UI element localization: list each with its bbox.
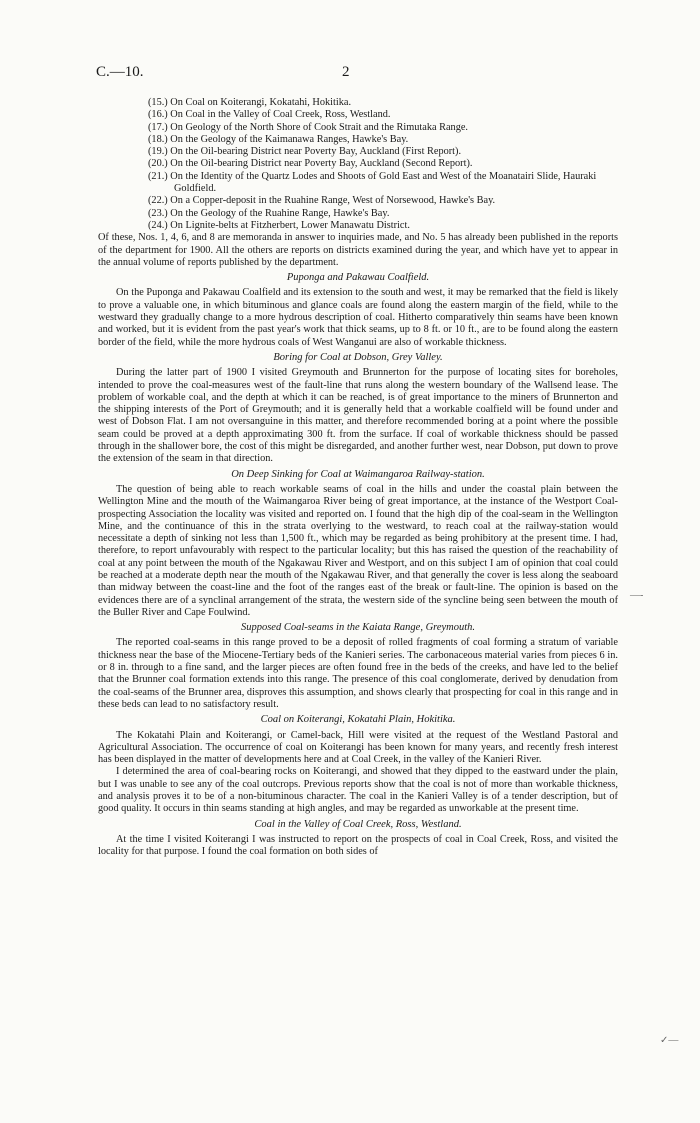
list-item: (23.) On the Geology of the Ruahine Range, Hawke's Bay. bbox=[148, 207, 390, 219]
margin-mark: ✓— bbox=[660, 1035, 679, 1046]
paragraph: On the Puponga and Pakawau Coalfield and its extension to the south and west, it may be remarked that the field is likely to prove a valuable one, in which bituminous and glance coals are found along the eastern margin of the field, while to the westward they gradually change to a more hydrous description of coal. Hitherto comparatively thin seams have been known and worked, but it is evident from the past year's work that thick seams, up to 8 ft. or 10 ft., are to be found along the eastern border of the field, while the more hydrous coals of West Wanganui are also of workable thickness. bbox=[98, 287, 618, 348]
section-heading: Coal on Koiterangi, Kokatahi Plain, Hokitika. bbox=[260, 714, 456, 726]
section-waimangaroa-sinking bbox=[98, 469, 618, 620]
list-item: (18.) On the Geology of the Kaimanawa Ranges, Hawke's Bay. bbox=[148, 133, 409, 145]
list-item: (24.) On Lignite-belts at Fitzherbert, Lower Manawatu District. bbox=[148, 219, 410, 231]
paragraph: The question of being able to reach workable seams of coal in the hills and under the coastal plain between the Wellington Mine and the mouth of the Waimangaroa River being of great importance, at the instance of the Westport Coal-prospecting Association the locality was visited and reported on. I found that the high dip of the coal-seam in the Wellington Mine, and the continuance of this in the strata overlying to the westward, to reach coal at the railway-station would necessitate a depth of sinking not less than 1,500 ft., which may be regarded as being prohibitory at the present time. I had, therefore, to report unfavourably with respect to the particular locality; but this has raised the question of the reachability of coal at any point between the mouth of the Ngakawau River and Westport, and on this subject I am of opinion that coal could be reached at a moderate depth near the mouth of the Ngakawau River, and that generally the cover is less along the seaboard than midway between the coast-line and the foot of the ranges east of the break or fault-line. The opinion is based on the evidences there are of a synclinal arrangement of the strata, the western side of the syncline being seen between the mouth of the Buller River and Cape Foulwind. bbox=[98, 483, 618, 618]
section-koiterangi bbox=[98, 714, 618, 815]
list-item: (22.) On a Copper-deposit in the Ruahine Range, West of Norsewood, Hawke's Bay. bbox=[148, 195, 496, 207]
list-item: (20.) On the Oil-bearing District near Poverty Bay, Auckland (Second Report). bbox=[148, 158, 473, 170]
section-heading: On Deep Sinking for Coal at Waimangaroa Railway-station. bbox=[231, 468, 485, 480]
page-body bbox=[98, 97, 618, 859]
section-heading: Puponga and Pakawau Coalfield. bbox=[286, 272, 430, 284]
section-dobson-boring bbox=[98, 352, 618, 466]
section-heading: Supposed Coal-seams in the Kaiata Range, Greymouth. bbox=[240, 622, 476, 634]
paragraph: During the latter part of 1900 I visited Greymouth and Brunnerton for the purpose of locating sites for boreholes, intended to prove the coal-measures west of the fault-line that runs along the western boundary of the Wallsend lease. The problem of workable coal, and the depth at which it can be reached, is of great importance to the miners of Brunnerton and the shipping interests of the Port of Greymouth; and it is generally held that a workable coalfield will be found under and west of Dobson Flat. I am not oversanguine in this matter, and therefore recommended boring at a point where the possible seam could be proved at a depth approximating 300 ft. from the surface. If coal of workable thickness should be passed through in the shallower bore, the cost of this might be disregarded, and another further west, near Dobson, put down to prove the extension of the seam in that direction. bbox=[98, 367, 618, 465]
section-heading: Coal in the Valley of Coal Creek, Ross, Westland. bbox=[254, 818, 462, 830]
paragraph: The Kokatahi Plain and Koiterangi, or Camel-back, Hill were visited at the request of the Westland Pastoral and Agricultural Association. The occurrence of coal on Koiterangi has been known for many years, and recently fresh interest has been displayed in the matter of developments here and at Coal Creek, in the valley of the Kanieri River. bbox=[98, 729, 618, 766]
paragraph: I determined the area of coal-bearing rocks on Koiterangi, and showed that they dipped to the eastward under the plain, but I was unable to see any of the coal outcrops. Previous reports show that the coal is not of more than workable thickness, and analysis proves it to be of a non-bituminous character. The coal in the Kanieri Valley is of a tender description, but of good quality. It occurs in thin seams standing at high angles, and may be regarded as unworkable at the present time. bbox=[98, 766, 618, 815]
paragraph: The reported coal-seams in this range proved to be a deposit of rolled fragments of coal forming a stratum of variable thickness near the base of the Miocene-Tertiary beds of the Kanieri series. The carbonaceous material varies from pieces 6 in. or 8 in. through to a fine sand, and the larger pieces are often found free in the beds of the creeks, and have led to the belief that the Brunner coal formation extends into this range. The presence of this coal conglomerate, derived by denudation from the coal-seams of the Brunner area, disproves this assumption, and shows clearly that prospecting for coal in this range and in these beds can lead to no satisfactory result. bbox=[98, 637, 618, 710]
intro-paragraph: Of these, Nos. 1, 4, 6, and 8 are memoranda in answer to inquiries made, and No. 5 has already been published in the reports of the department for 1900. All the others are reports on districts examined during the year, and which have yet to appear in the annual volume of reports published by the department. bbox=[98, 232, 618, 268]
document-reference: C.—10. bbox=[96, 64, 144, 80]
section-puponga bbox=[98, 272, 618, 349]
paragraph: At the time I visited Koiterangi I was instructed to report on the prospects of coal in Coal Creek, Ross, and visited the locality for that purpose. I found the coal formation on both sides of bbox=[98, 833, 618, 858]
section-heading: Boring for Coal at Dobson, Grey Valley. bbox=[273, 351, 443, 363]
list-item: (16.) On Coal in the Valley of Coal Creek, Ross, Westland. bbox=[148, 109, 391, 121]
list-item: (15.) On Coal on Koiterangi, Kokatahi, Hokitika. bbox=[148, 97, 352, 108]
list-item: (21.) On the Identity of the Quartz Lodes and Shoots of Gold East and West of the Moanatairi Slide, Hauraki Goldfield. bbox=[148, 170, 597, 195]
page-header bbox=[96, 64, 616, 84]
page-number: 2 bbox=[342, 64, 350, 80]
margin-mark: —‐ bbox=[630, 590, 644, 601]
reports-list bbox=[148, 97, 618, 232]
section-coal-creek bbox=[98, 819, 618, 859]
list-item: (19.) On the Oil-bearing District near Poverty Bay, Auckland (First Report). bbox=[148, 146, 462, 158]
section-kaiata-range bbox=[98, 622, 618, 711]
list-item: (17.) On Geology of the North Shore of Cook Strait and the Rimutaka Range. bbox=[148, 121, 469, 133]
